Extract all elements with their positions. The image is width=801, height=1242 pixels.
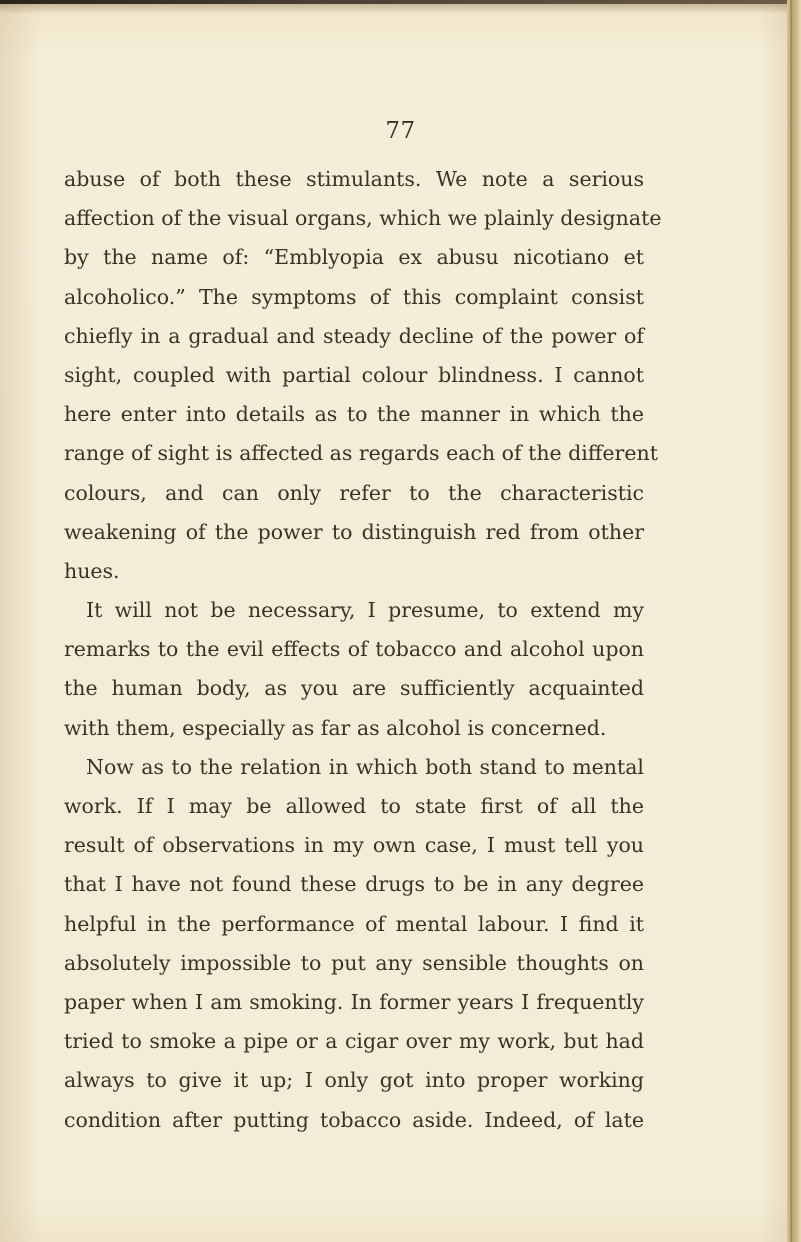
text-line: here enter into details as to the manner in which the — [64, 402, 644, 427]
text-line: sight, coupled with partial colour blindness. I cannot — [64, 362, 644, 387]
text-line: colours, and can only refer to the characteristic — [64, 480, 644, 505]
text-line: that I have not found these drugs to be in any degree — [64, 872, 644, 897]
text-line: tried to smoke a pipe or a cigar over my work, but had — [64, 1029, 644, 1054]
text-line: by the name of: “Emblyopia ex abusu nicotiano et — [64, 245, 644, 270]
text-line: result of observations in my own case, I must tell you — [64, 833, 644, 858]
text-line: always to give it up; I only got into proper working — [64, 1068, 644, 1093]
text-line: with them, especially as far as alcohol is concerned. — [64, 715, 607, 740]
text-line: paper when I am smoking. In former years I frequently — [64, 989, 644, 1014]
text-line: hues. — [64, 558, 120, 583]
text-line: affection of the visual organs, which we plainly designate — [64, 206, 662, 231]
body-text — [64, 160, 662, 1140]
text-line: remarks to the evil effects of tobacco and alcohol upon — [64, 637, 644, 662]
page-right-edge-line — [790, 0, 792, 1242]
page-top-shadow — [0, 4, 801, 14]
text-line: condition after putting tobacco aside. Indeed, of late — [64, 1107, 644, 1132]
text-line: weakening of the power to distinguish red from other — [64, 519, 644, 544]
text-line: range of sight is affected as regards each of the different — [64, 441, 658, 466]
text-line: the human body, as you are sufficiently acquainted — [64, 676, 644, 701]
text-line: chiefly in a gradual and steady decline of the power of — [64, 323, 644, 348]
text-line: work. If I may be allowed to state first of all the — [64, 794, 644, 818]
text-line: Now as to the relation in which both stand to mental — [86, 754, 644, 779]
text-line: alcoholico.” The symptoms of this complaint consist — [64, 284, 644, 309]
text-line: abuse of both these stimulants. We note a serious — [64, 167, 644, 191]
text-line: helpful in the performance of mental labour. I find it — [64, 911, 644, 936]
page-number: 77 — [385, 118, 416, 144]
text-line: It will not be necessary, I presume, to extend my — [86, 598, 644, 623]
text-line: absolutely impossible to put any sensible thoughts on — [64, 950, 644, 975]
